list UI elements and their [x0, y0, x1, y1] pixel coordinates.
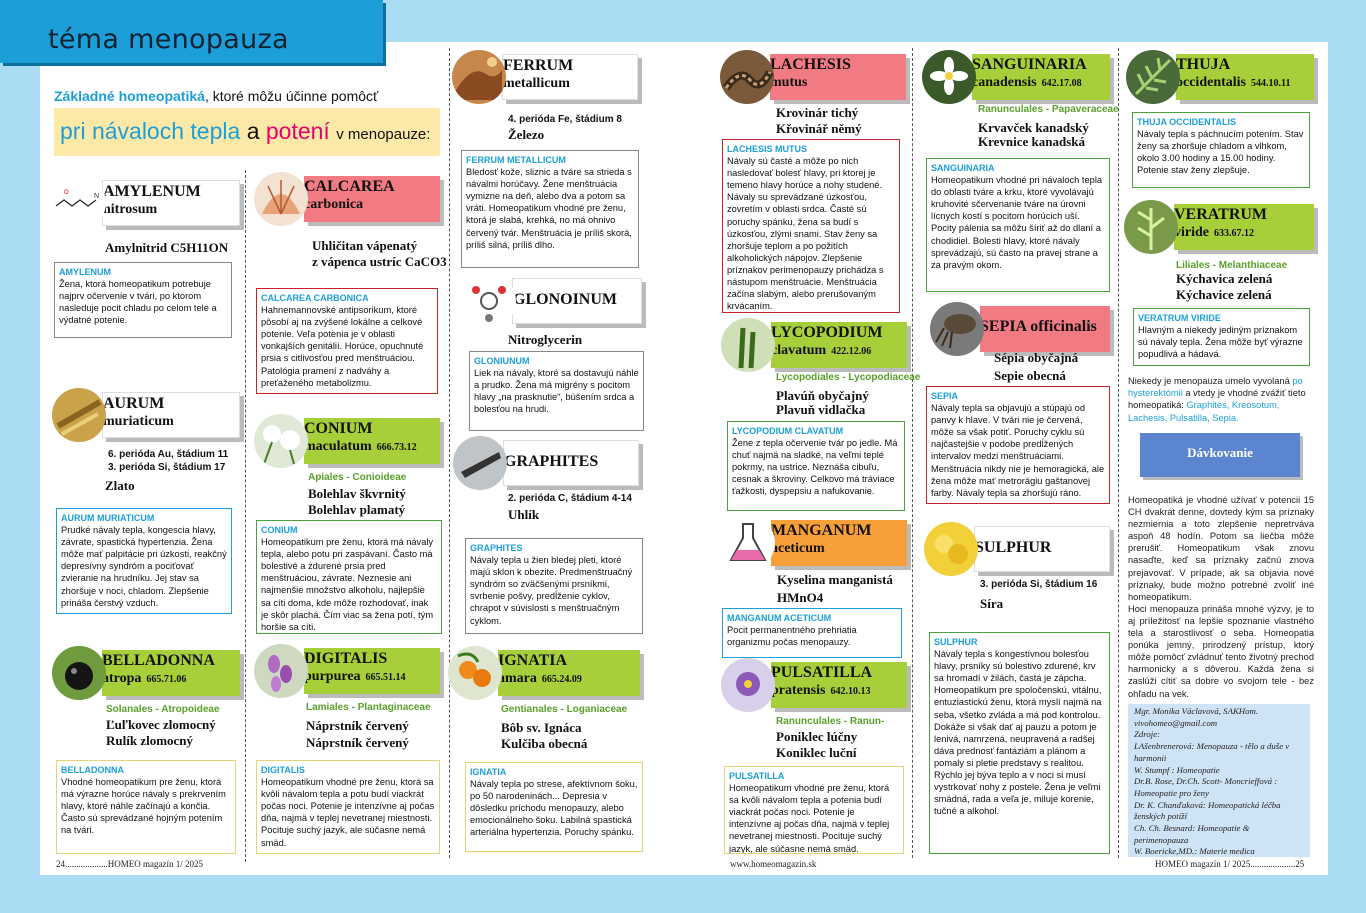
remedy-subname: maculatum	[304, 439, 372, 454]
headline	[60, 118, 430, 145]
box-text: Liek na návaly, ktoré sa dostavujú náhle a prudko. Žena má migrény s pocitom hlavy „na prasknutie“, búšením srdca a bolesťou na hrudi.	[474, 368, 639, 415]
remedy-common-name: Nitroglycerin	[508, 332, 583, 347]
remedy-box-ignatia	[465, 762, 643, 852]
remedy-subname: metallicum	[503, 76, 570, 91]
remedy-label	[503, 440, 639, 486]
remedy-name: CONIUM	[304, 420, 373, 437]
flower-icon	[721, 658, 775, 712]
remedy-subname: aceticum	[771, 541, 825, 556]
remedy-box-pulsatilla	[724, 766, 904, 854]
remedy-code: 633.67.12	[1214, 228, 1254, 239]
thuja-branch-icon	[1126, 50, 1180, 104]
box-title: SULPHUR	[934, 637, 978, 647]
remedy-code: 665.51.14	[365, 672, 406, 683]
foxglove-icon	[254, 644, 308, 698]
remedy-name: SANGUINARIA	[972, 56, 1087, 73]
remedy-common-name: Krvavček kanadský	[978, 120, 1089, 135]
box-text: Homeopatikum pre ženu, ktorá má návaly tepla, alebo potu pri zaspávaní. Často má bolestivé a zdurené prsia pred menštruáciou, závrate. Neznesie ani najmenšie množstvo alkoholu, najlepšie sa cíti doma, kde môže rozhodovať, inak je skôr plachá. Čím viac sa žena potí, tým horšie sa cíti.	[261, 537, 434, 632]
remedy-common-name: Ľuľkovec zlomocný	[106, 717, 216, 732]
remedy-order: Lycopodiales - Lycopodiaceae	[776, 372, 921, 383]
box-title: DIGITALIS	[261, 765, 305, 775]
remedy-name: CALCAREA	[304, 178, 395, 195]
remedy-label	[304, 648, 440, 694]
fruit-icon	[448, 646, 502, 700]
remedy-box-thuja	[1132, 112, 1310, 188]
remedy-box-veratrum	[1133, 308, 1310, 366]
remedy-label	[512, 278, 642, 324]
remedy-box-calcarea	[256, 288, 438, 394]
remedy-order: Liliales - Melanthiaceae	[1176, 260, 1288, 271]
dosage-heading: Dávkovanie	[1140, 433, 1300, 477]
remedy-period: 6. perióda Au, štádium 11	[108, 449, 229, 460]
svg-text:N: N	[94, 193, 100, 200]
remedy-label	[974, 526, 1110, 572]
intro-blue: Základné homeopatiká	[54, 88, 205, 104]
moss-icon	[721, 318, 775, 372]
box-text: Návaly tepla s páchnucím potením. Stav ženy sa zhoršuje chladom a vlhkom, okolo 3.00 hodiny a 15.00 hodiny. Potenie stav ženy zlepšuje.	[1137, 129, 1304, 176]
remedy-box-amylenum	[54, 262, 232, 338]
box-title: THUJA OCCIDENTALIS	[1137, 117, 1236, 127]
remedy-subname: muriaticum	[103, 414, 174, 429]
remedy-box-glonoinum	[469, 351, 644, 431]
references-box	[1128, 704, 1310, 857]
remedy-common-name: Náprstník červený	[306, 718, 409, 733]
note-a: Niekedy je menopauza umelo vyvolaná	[1128, 376, 1293, 386]
remedy-common-name-2: Bolehlav plamatý	[308, 502, 406, 517]
remedy-label	[771, 520, 907, 566]
remedy-period: 2. perióda C, štádium 4-14	[508, 493, 632, 504]
remedy-label	[1176, 54, 1314, 100]
remedy-subname: pratensis	[771, 683, 826, 698]
snake-icon	[720, 50, 774, 104]
remedy-name: BELLADONNA	[102, 652, 215, 669]
remedy-code: 665.24.09	[541, 674, 582, 685]
box-text: Pocit permanentného prehriatia organizmu počas menopauzy.	[727, 625, 857, 648]
remedy-name: GRAPHITES	[504, 453, 599, 470]
headline-c: potení	[265, 118, 330, 144]
box-text: Návaly tepla sa objavujú a stúpajú od panvy k hlave. V tvári nie je červená, môže sa však potiť. Poruchy cyklu sú najčastejšie v podobe predĺžených intervalov medzi menštruáciami. Menštruácia nikdy nie je hemoragická, ale žena môže mať metrorágiu gaštanovej farby. Návaly tepla sa zhoršujú ráno.	[931, 403, 1105, 498]
column-divider	[245, 170, 246, 862]
remedy-box-lycopodium	[727, 421, 905, 511]
remedy-label	[102, 180, 240, 226]
remedy-common-name: Zlato	[105, 478, 135, 493]
box-title: BELLADONNA	[61, 765, 124, 775]
hysterectomy-note	[1128, 375, 1314, 424]
remedy-code: 666.73.12	[376, 442, 417, 453]
note-b: po hysterektómii	[1128, 376, 1303, 399]
gold-icon	[52, 388, 106, 442]
remedy-subname: nitrosum	[103, 202, 158, 217]
remedy-name: LACHESIS	[770, 56, 851, 73]
box-text: Prudké návaly tepla, kongescia hlavy, závrate, spastická hypertenzia. Žena môže mať palpitácie pri úzkosti, reakčný depresívny syndróm a pociťovať zvieranie na hrudníku. Jej stav sa zhoršuje v noci, chladom. Zlepšenie prináša čerstvý vzduch.	[61, 525, 227, 608]
box-text: Homeopatikum vhodné pre ženu, ktorá sa kvôli návalom tepla a potu budí viackrát počas noci. Potenie je intenzívne aj počas dňa, najmä v teplej nevetranej miestnosti. Pocituje suchý jazyk, ale súčasne nemá smäd.	[261, 777, 435, 848]
remedy-box-lachesis	[722, 139, 900, 313]
remedy-subname: atropa	[102, 671, 142, 686]
remedy-name: IGNATIA	[498, 652, 568, 669]
ref-item: Dr. K. Chanďaková: Homeopatická léčba ženských potíží	[1134, 799, 1281, 822]
remedy-code: 642.17.08	[1041, 78, 1082, 89]
remedy-label	[102, 392, 240, 438]
remedy-common-name-2: Krevnice kanadská	[978, 134, 1086, 149]
box-text: Návaly sú časté a môže po nich nasledovať bolesť hlavy, pri ktorej je temeno hlavy horúce a nohy studené. Návaly su sprevádzané úzkosťou, zovretím v oblasti srdca. Časté sú poruchy spánku, žena sa budí s úzkosťou, zlými snami. Stav ženy sa zhoršuje teplom a po požitích alkoholických nápojov. Zlepšenie príznakov perimenopauzy prichádza s nástupom menštruácie. Menštruácia začína slabým, alebo prerušovaným krvácaním.	[727, 156, 884, 312]
column-divider	[1118, 48, 1119, 858]
remedy-code: 422.12.06	[831, 346, 872, 357]
intro-rest: , ktoré môžu účinne pomôcť	[204, 88, 379, 104]
remedy-box-sepia	[926, 386, 1110, 504]
box-text: Návaly tepla po strese, afektívnom šoku, po 50 narodeninách... Depresia v dôsledku príchodu menopauzy, alebo emocionálneho šoku. Labilná spastická arteriálna hypertenzia. Poruchy spánku.	[470, 779, 638, 838]
note-d: Graphites, Kreosotum, Lachesis, Pulsatilla, Sepia.	[1128, 400, 1280, 423]
remedy-name: MANGANUM	[771, 522, 872, 539]
box-title: MANGANUM ACETICUM	[727, 613, 832, 623]
box-title: CONIUM	[261, 525, 298, 535]
remedy-subname: purpurea	[304, 669, 361, 684]
remedy-common-name: Bôb sv. Ignáca	[501, 720, 582, 735]
remedy-box-belladonna	[56, 760, 236, 854]
cuttlefish-icon	[930, 302, 984, 356]
headline-bar	[54, 108, 440, 156]
box-title: GLONIUNUM	[474, 356, 530, 366]
remedy-common-name: Kýchavica zelená	[1176, 271, 1273, 286]
section-tab	[0, 0, 383, 63]
remedy-common-name-2: Sepie obecná	[994, 368, 1066, 383]
remedy-common-name-2: Kýchavice zelená	[1176, 287, 1272, 302]
remedy-common-name-2: Koniklec luční	[776, 745, 857, 760]
dosage-p1: Homeopatiká je vhodné užívať v potencii 15 CH dvakrát denne, dovtedy kým sa príznaky nezmiernia a toto zlepšenie nepretrváva aspoň 48 hodín. Potom sa liečba môže prerušiť. Homeopatikum však znovu nasaďte, keď sa príznaky začnú znova prejavovať. V prípade, ak sa objavia nové príznaky, bude možno potrebné zvoliť iné homeopatikum.	[1128, 495, 1314, 602]
remedy-common-name: Uhlík	[508, 507, 540, 522]
remedy-name: AURUM	[103, 395, 165, 412]
box-title: GRAPHITES	[470, 543, 523, 553]
remedy-code: 642.10.13	[830, 686, 871, 697]
footer-right: HOMEO magazín 1/ 2025....................25	[1155, 859, 1305, 869]
remedy-box-sanguinaria	[926, 158, 1110, 292]
remedy-common-name: Síra	[980, 596, 1004, 611]
remedy-label	[1174, 204, 1314, 250]
remedy-label	[304, 176, 440, 222]
box-text: Bledosť kože, sliznic a tváre sa strieda s návalmi horúčavy. Žene menštruácia vymizne na deň, alebo dva a potom sa vráti. Homeopatikum vhodné pre ženu, ktorá je slabá, krehká, no má ohnivo červený tvár. Menštruácia je príliš skorá, príliš silná, príliš dlho.	[466, 167, 632, 250]
remedy-common-name-2: Kulčiba obecná	[501, 736, 588, 751]
flask-icon	[721, 516, 775, 570]
remedy-name: PULSATILLA	[771, 664, 873, 681]
remedy-code: 544.10.11	[1251, 78, 1291, 89]
remedy-label	[771, 662, 907, 708]
remedy-label	[502, 54, 638, 100]
box-title: PULSATILLA	[729, 771, 785, 781]
remedy-order: Ranunculales - Ranun-	[776, 716, 885, 727]
white-flower-icon	[922, 50, 976, 104]
remedy-name: THUJA	[1176, 56, 1231, 73]
note-c: a vtedy je vhodné zvážiť tieto homeopatiká:	[1128, 388, 1306, 411]
box-text: Návaly tepla u žien bledej pleti, ktoré majú sklon k obezite. Predmenštruačný syndróm so zväčšenými prsníkmi, svrbenie pošvy, predĺženie cyklov, chrapot v súvislosti s menštruačným cyklom.	[470, 555, 633, 626]
remedy-common-name-2: Rulík zlomocný	[106, 733, 194, 748]
remedy-order: Apiales - Conioideae	[308, 472, 407, 483]
remedy-common-name: Poniklec lúčny	[776, 729, 858, 744]
ref-heading: Zdroje:	[1134, 729, 1161, 740]
dosage-text	[1128, 494, 1314, 700]
remedy-subname: clavatum	[771, 343, 827, 358]
intro-line	[54, 88, 378, 104]
ref-item: W. Stumpf : Homeopatie	[1134, 764, 1220, 775]
remedy-box-graphites	[465, 538, 643, 634]
veratrum-plant-icon	[1124, 200, 1178, 254]
remedy-label	[980, 306, 1110, 352]
ref-item: Dr.B. Rose, Dr.Ch. Scott- Moncrieffová : Homeopatie pro ženy	[1134, 776, 1278, 798]
box-text: Hahnemannovské antipsorikum, ktoré pôsobí aj na zvýšené lokálne a celkové potenie. Veľa potenia je v oblasti vonkajších genitálií. Horúce, opuchnuté prsia s citlivosťou pred menštruáciou. Patológia pramení z nadváhy a preťaženého metabolizmu.	[261, 305, 424, 388]
remedy-order: Solanales - Atropoideae	[106, 704, 220, 715]
box-text: Návaly tepla s kongestívnou bolesťou hlavy, prsníky sú bolestivo zdurené, krv sa hromadí v žilách, častá je zápcha. Homeopatikum pre spoločenskú, vitálnu, entuziastickú ženu, ktorá myslí najmä na seba, všetko zvláda a má pod kontrolou. Dokáže si však dať aj pauzu a potom je lenivá, namrzená, neupravená a radšej dáva prednosť fantáziám a plánom a pomaly si pletie predstavy s realitou. Rýchlo jej býva teplo a v noci si musí vystrkovať nohy z postele. Žena je veľmi smädná, rada a veľa je, miluje korenie, tučné a alkohol.	[934, 649, 1102, 817]
remedy-box-digitalis	[256, 760, 440, 854]
remedy-name: AMYLENUM	[103, 183, 201, 200]
molecule-icon	[52, 176, 106, 230]
box-text: Homeopatikum vhodné pre ženu, ktorá sa kvôli návalom tepla a potenia budí viackrát počas noci. Potenie je intenzívne aj počas dňa, najmä v teplej nevetranej miestnosti. Pocituje suchý jazyk, ale súčasne nemá smäd.	[729, 783, 890, 854]
berry-icon	[52, 646, 106, 700]
headline-a: pri návaloch tepla	[60, 118, 241, 144]
remedy-box-manganum	[722, 608, 902, 658]
plant-icon	[254, 414, 308, 468]
box-title: VERATRUM VIRIDE	[1138, 313, 1221, 323]
box-text: Homeopatikum vhodné pri návaloch tepla do oblasti tváre a krku, ktoré vyvolávajú kruhovité sčervenanie tváre na úrovni lícnych kostí s pocitom horúcich uší. Pocity pálenia sa môžu šíriť až do dlaní a chodidiel. Bolesti hlavy, ktoré návaly sprevádzajú, sú často na pravej strane a za pravým okom.	[931, 175, 1103, 270]
remedy-common-name-2: Křovinář němý	[776, 121, 862, 136]
remedy-box-sulphur	[929, 632, 1110, 854]
remedy-period-2: 3. perióda Si, štádium 17	[108, 462, 226, 473]
box-text: Vhodné homeopatikum pre ženu, ktorá má výrazne horúce návaly s prekrvením hlavy, ktoré náhle začínajú a končia. Často sú sprevádzané hojným potením na tvári.	[61, 777, 226, 836]
svg-text:O: O	[64, 190, 69, 196]
box-title: LYCOPODIUM CLAVATUM	[732, 426, 844, 436]
headline-d: v menopauze:	[336, 126, 431, 143]
box-text: Žene z tepla očervenie tvár po jedle. Má chuť najmä na sladké, na veľmi teplé pokrmy, na ustrice. Neznáša cibuľu, cesnak a škroviny. Celkovo má tráviace ťažkosti, dyspepsiu a nafukovanie.	[732, 438, 898, 497]
box-text: Žena, ktorá homeopatikum potrebuje najprv očervenie v tvári, po ktorom nasleduje pocit chladu po celom tele a výdatné potenie.	[59, 279, 217, 326]
remedy-common-name-2: z vápenca ustríc CaCO3	[312, 254, 447, 269]
remedy-name: LYCOPODIUM	[771, 324, 883, 341]
remedy-name: DIGITALIS	[304, 650, 388, 667]
column-divider	[912, 48, 913, 858]
remedy-subname: canadensis	[972, 75, 1037, 90]
remedy-name: SULPHUR	[975, 539, 1052, 556]
remedy-name: GLONOINUM	[513, 291, 617, 308]
remedy-subname: occidentalis	[1176, 75, 1246, 90]
remedy-common-name: Kyselina manganistá	[777, 572, 893, 587]
remedy-subname: mutus	[770, 75, 808, 90]
remedy-order: Gentianales - Loganiaceae	[501, 704, 628, 715]
remedy-period: 4. perióda Fe, štádium 8	[508, 114, 622, 125]
box-title: SANGUINARIA	[931, 163, 995, 173]
iron-ore-icon	[452, 50, 506, 104]
box-text: Hlavným a niekedy jediným príznakom sú návaly tepla. Žena môže byť výrazne popudlivá a hádavá.	[1138, 325, 1303, 360]
remedy-label	[102, 650, 240, 696]
remedy-name: VERATRUM	[1174, 206, 1268, 223]
graphite-icon	[453, 436, 507, 490]
box-title: SEPIA	[931, 391, 959, 401]
box-title: AURUM MURIATICUM	[61, 513, 155, 523]
remedy-subname: carbonica	[304, 197, 364, 212]
section-title: téma menopauza	[48, 24, 289, 55]
ref-item: LAšenbrenerová: Menopauza - tělo a duše v harmonii	[1134, 741, 1290, 763]
shell-icon	[254, 172, 308, 226]
remedy-code: 665.71.06	[146, 674, 187, 685]
remedy-order: Lamiales - Plantaginaceae	[306, 702, 431, 713]
remedy-common-name: Amylnitrid C5H11ON	[105, 240, 229, 255]
remedy-box-aurum	[56, 508, 232, 614]
remedy-box-ferrum	[461, 150, 639, 268]
remedy-subname: amara	[498, 671, 537, 686]
remedy-box-conium	[256, 520, 442, 634]
remedy-label	[770, 54, 906, 100]
remedy-period: 3. perióda Si, štádium 16	[980, 579, 1098, 590]
ref-item: Ch. Ch. Besnard: Homeopatie & perimenopauza	[1134, 823, 1250, 845]
remedy-order: Ranunculales - Papaveraceae	[978, 104, 1119, 115]
remedy-common-name-2: Náprstník červený	[306, 735, 409, 750]
remedy-subname: viride	[1174, 225, 1209, 240]
remedy-label	[972, 54, 1110, 100]
ref-email: vivohomeo@gmail.com	[1134, 717, 1218, 728]
box-title: FERRUM METALLICUM	[466, 155, 566, 165]
box-title: IGNATIA	[470, 767, 507, 777]
sulphur-crystal-icon	[924, 522, 978, 576]
column-divider	[449, 48, 450, 858]
remedy-common-name: Železo	[508, 127, 545, 142]
footer-website[interactable]: www.homeomagazin.sk	[730, 859, 817, 869]
box-title: LACHESIS MUTUS	[727, 144, 808, 154]
footer-left: 24...................HOMEO magazín 1/ 2025	[56, 859, 203, 869]
remedy-common-name-2: Plavuň vidlačka	[776, 402, 866, 417]
headline-b: a	[246, 118, 260, 144]
ref-item: W. Boericke,MD.: Materie medica	[1134, 846, 1255, 857]
remedy-common-name: Uhličitan vápenatý	[312, 238, 418, 253]
remedy-name: FERRUM	[503, 57, 574, 74]
remedy-common-name: Bolehlav škvrnitý	[308, 486, 406, 501]
remedy-label	[771, 322, 907, 368]
ref-author: Mgr. Monika Václavová, SAKHom.	[1134, 706, 1259, 716]
molecule-icon	[462, 274, 516, 328]
remedy-label	[304, 418, 440, 464]
remedy-name: SEPIA officinalis	[980, 318, 1097, 335]
remedy-label	[498, 650, 640, 696]
box-title: CALCAREA CARBONICA	[261, 293, 369, 303]
remedy-common-name: Sépia obyčajná	[994, 350, 1079, 365]
remedy-common-name: Plavúň obyčajný	[776, 388, 869, 403]
box-title: AMYLENUM	[59, 267, 111, 277]
dosage-p2: Hoci menopauza prináša mnohé výzvy, je to aj príležitosť na lepšie spoznanie vlastného tela a starostlivosť o seba. Homeopatia ponúka jemný, prirodzený prístup, ktorý môže pomôcť zvládnuť tento životný prechod harmonicky a s dôverou. Každá žena si zaslúži cítiť sa dobre vo svojom tele - bez ohľadu na vek.	[1128, 603, 1314, 699]
remedy-common-name: Krovinár tichý	[776, 105, 859, 120]
remedy-common-name-2: HMnO4	[777, 590, 824, 605]
